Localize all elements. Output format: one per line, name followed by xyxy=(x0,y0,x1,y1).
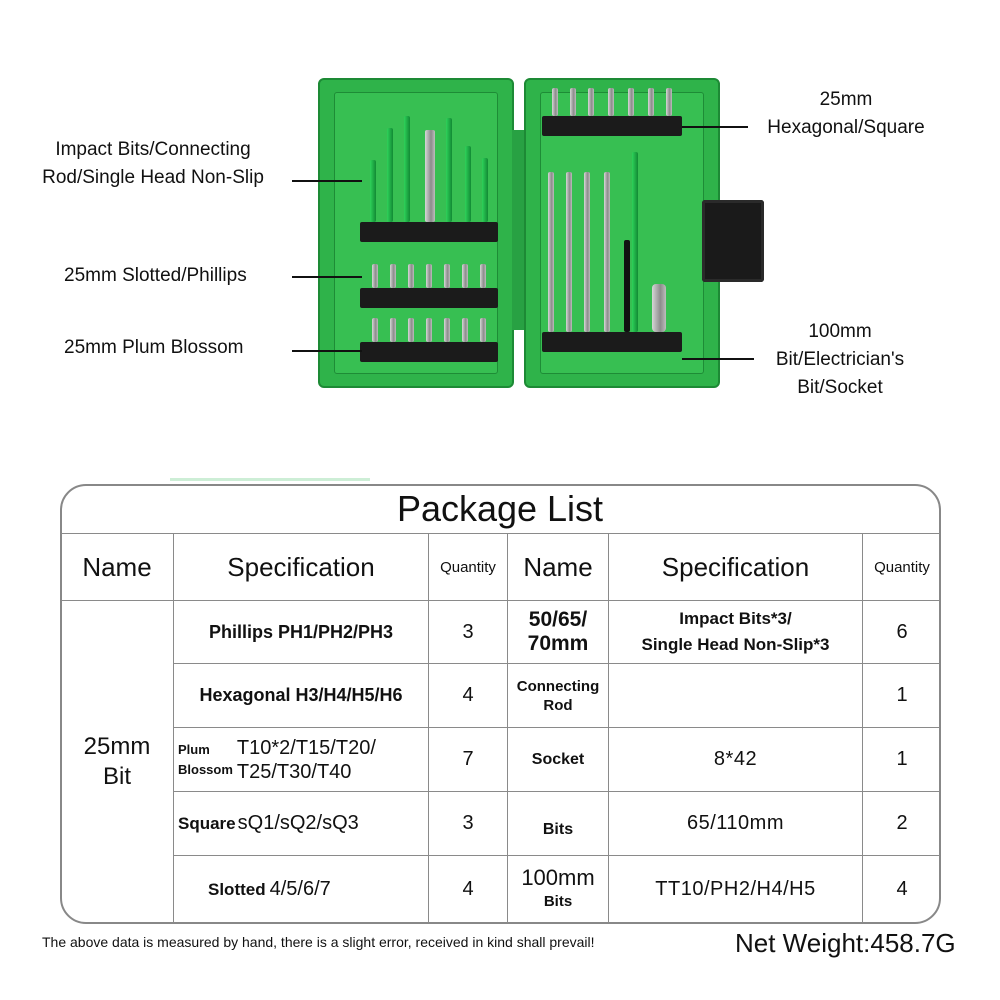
short-bit xyxy=(480,264,486,288)
row-5-right-spec: TT10/PH2/H4/H5 xyxy=(655,878,816,900)
callout-leader xyxy=(682,358,754,360)
row-5-right-qty: 4 xyxy=(896,878,908,900)
row-3-spec xyxy=(174,728,428,791)
non-slip-bit xyxy=(465,146,471,222)
row-3-qty: 7 xyxy=(462,748,474,770)
short-bit xyxy=(666,88,672,116)
long-bit xyxy=(566,172,572,332)
callout-leader xyxy=(682,126,748,128)
row-5-spec-label: Slotted xyxy=(208,879,266,899)
short-bit xyxy=(552,88,558,116)
callout-leader xyxy=(292,180,362,182)
callout-leader xyxy=(292,350,362,352)
row-4-right-spec: 65/110mm xyxy=(686,812,784,834)
short-bit xyxy=(426,264,432,288)
short-bit xyxy=(588,88,594,116)
short-bit xyxy=(444,264,450,288)
row-5-qty: 4 xyxy=(462,878,474,900)
bit-rack xyxy=(360,222,498,242)
header-specification: Specification xyxy=(227,551,375,582)
header-name: Name xyxy=(82,551,152,582)
row-4-spec xyxy=(174,792,428,855)
impact-bit xyxy=(404,116,410,222)
short-bit xyxy=(372,264,378,288)
short-bit xyxy=(390,264,396,288)
impact-bit xyxy=(387,128,393,222)
short-bit xyxy=(608,88,614,116)
short-bit xyxy=(444,318,450,342)
belt-clip xyxy=(702,200,764,282)
row-2-right-qty: 1 xyxy=(896,684,908,706)
short-bit xyxy=(426,318,432,342)
row-4-right-name: Bits xyxy=(542,820,574,838)
row-1-qty: 3 xyxy=(462,620,474,643)
short-bit xyxy=(570,88,576,116)
bit-rack xyxy=(360,288,498,308)
short-bit xyxy=(390,318,396,342)
bit-rack xyxy=(542,116,682,136)
short-bit xyxy=(628,88,634,116)
impact-bit xyxy=(370,160,376,222)
row-5-spec-value: 4/5/6/7 xyxy=(269,878,331,900)
decorative-strip xyxy=(170,478,370,481)
short-bit xyxy=(372,318,378,342)
connecting-rod xyxy=(425,130,435,222)
bit-rack xyxy=(542,332,682,352)
row-4-qty: 3 xyxy=(462,812,474,834)
row-2-qty: 4 xyxy=(462,684,474,706)
product-photo xyxy=(0,0,1000,470)
long-bit xyxy=(584,172,590,332)
short-bit xyxy=(462,264,468,288)
row-1-right-spec: Impact Bits*3/ Single Head Non-Slip*3 xyxy=(641,609,830,654)
row-4-spec-label: Square xyxy=(178,813,236,833)
package-list-title: Package List xyxy=(396,488,604,529)
electrician-bit xyxy=(624,240,630,332)
callout-slotted-phillips: 25mm Slotted/Phillips xyxy=(64,265,247,286)
net-weight: Net Weight:458.7G xyxy=(735,928,956,958)
row-1-right-name: 50/65/ 70mm xyxy=(527,608,589,655)
bit-rack xyxy=(360,342,498,362)
electrician-bit xyxy=(632,152,638,332)
row-2-right-spec xyxy=(609,664,862,727)
callout-100mm-bits: 100mm Bit/Electrician's Bit/Socket xyxy=(775,321,905,398)
row-3-right-spec: 8*42 xyxy=(713,748,758,770)
row-5-spec xyxy=(174,856,428,923)
long-bit xyxy=(548,172,554,332)
short-bit xyxy=(480,318,486,342)
group-name-25mm-bit: 25mm Bit xyxy=(83,733,151,790)
row-3-spec-values: T10*2/T15/T20/ T25/T30/T40 xyxy=(236,736,376,783)
row-4-spec-value: sQ1/sQ2/sQ3 xyxy=(237,812,359,834)
callout-leader xyxy=(292,276,362,278)
short-bit xyxy=(462,318,468,342)
row-3-right-name: Socket xyxy=(531,750,585,768)
header-quantity: Quantity xyxy=(874,558,930,576)
header-quantity: Quantity xyxy=(440,558,496,576)
callout-plum-blossom: 25mm Plum Blossom xyxy=(64,337,244,358)
callout-hex-square: 25mm Hexagonal/Square xyxy=(767,89,925,138)
non-slip-bit xyxy=(446,118,452,222)
callout-impact-bits: Impact Bits/Connecting Rod/Single Head Non-Slip xyxy=(42,139,264,188)
row-1-right-qty: 6 xyxy=(896,620,908,643)
non-slip-bit xyxy=(482,158,488,222)
row-1-spec: Phillips PH1/PH2/PH3 xyxy=(208,621,394,642)
row-2-right-name: Connecting Rod xyxy=(516,677,600,714)
header-specification: Specification xyxy=(661,551,810,582)
measurement-disclaimer: The above data is measured by hand, there is a slight error, received in kind shall prevail! xyxy=(42,934,595,950)
row-3-right-qty: 1 xyxy=(896,748,908,770)
short-bit xyxy=(408,264,414,288)
long-bit xyxy=(604,172,610,332)
row-3-spec-label: Plum Blossom xyxy=(178,741,233,777)
short-bit xyxy=(408,318,414,342)
socket xyxy=(652,284,666,332)
short-bit xyxy=(648,88,654,116)
row-5-right-name: 100mm Bits xyxy=(521,864,595,910)
row-4-right-qty: 2 xyxy=(896,812,908,834)
row-2-spec: Hexagonal H3/H4/H5/H6 xyxy=(199,685,403,705)
header-name: Name xyxy=(523,551,593,582)
